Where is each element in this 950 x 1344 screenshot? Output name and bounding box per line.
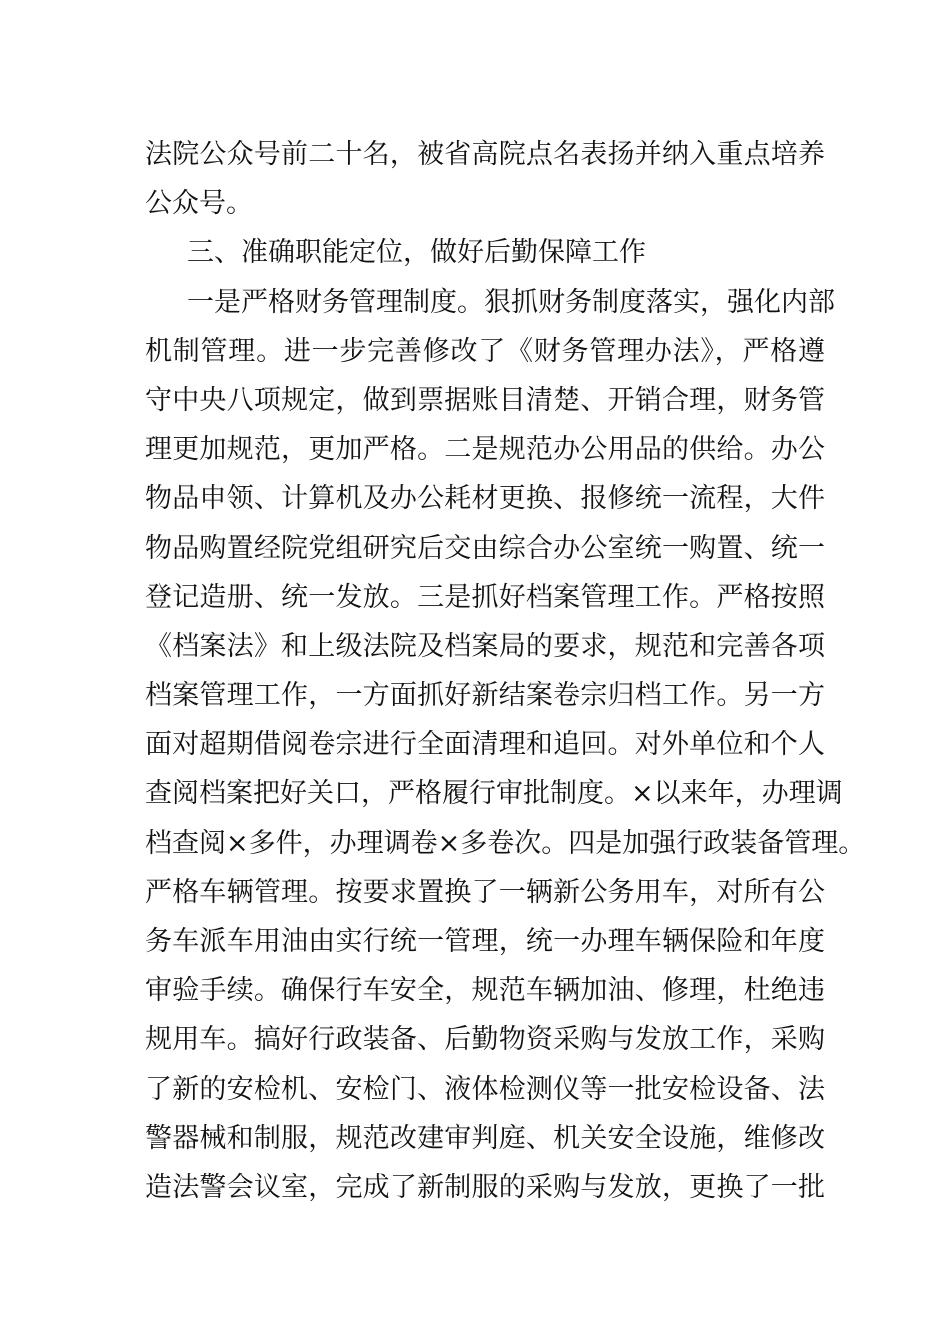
text-line: 规用车。搞好行政装备、后勤物资采购与发放工作，采购 bbox=[145, 1024, 825, 1056]
text-line: 面对超期借阅卷宗进行全面清理和追回。对外单位和个人 bbox=[145, 729, 825, 761]
text-line: 审验手续。确保行车安全，规范车辆加油、修理，杜绝违 bbox=[145, 975, 825, 1007]
text-line: 法院公众号前二十名，被省高院点名表扬并纳入重点培养 bbox=[145, 139, 825, 170]
paragraph-first-line: 一是严格财务管理制度。狠抓财务制度落实，强化内部 bbox=[187, 286, 835, 318]
text-line: 档查阅×多件，办理调卷×多卷次。四是加强行政装备管理。 bbox=[145, 827, 866, 859]
text-line: 档案管理工作，一方面抓好新结案卷宗归档工作。另一方 bbox=[145, 680, 825, 712]
section-heading: 三、准确职能定位，做好后勤保障工作 bbox=[187, 237, 646, 269]
text-line: 理更加规范，更加严格。二是规范办公用品的供给。办公 bbox=[145, 434, 825, 466]
text-line: 登记造册、统一发放。三是抓好档案管理工作。严格按照 bbox=[145, 581, 825, 613]
body-text bbox=[145, 130, 866, 1212]
text-line: 严格车辆管理。按要求置换了一辆新公务用车，对所有公 bbox=[145, 876, 825, 908]
text-line: 警器械和制服，规范改建审判庭、机关安全设施，维修改 bbox=[145, 1122, 825, 1154]
text-line: 查阅档案把好关口，严格履行审批制度。×以来年，办理调 bbox=[145, 778, 843, 810]
text-line: 造法警会议室，完成了新制服的采购与发放，更换了一批 bbox=[145, 1171, 825, 1203]
text-line: 物品购置经院党组研究后交由综合办公室统一购置、统一 bbox=[145, 532, 825, 564]
text-line: 务车派车用油由实行统一管理，统一办理车辆保险和年度 bbox=[145, 926, 825, 957]
text-line: 《档案法》和上级法院及档案局的要求，规范和完善各项 bbox=[145, 630, 825, 662]
text-line: 了新的安检机、安检门、液体检测仪等一批安检设备、法 bbox=[145, 1073, 825, 1105]
text-line: 机制管理。进一步完善修改了《财务管理办法》，严格遵 bbox=[145, 335, 825, 367]
text-line: 守中央八项规定，做到票据账目清楚、开销合理，财务管 bbox=[145, 384, 825, 416]
text-line: 物品申领、计算机及办公耗材更换、报修统一流程，大件 bbox=[145, 483, 825, 515]
text-line: 公众号。 bbox=[145, 188, 253, 220]
